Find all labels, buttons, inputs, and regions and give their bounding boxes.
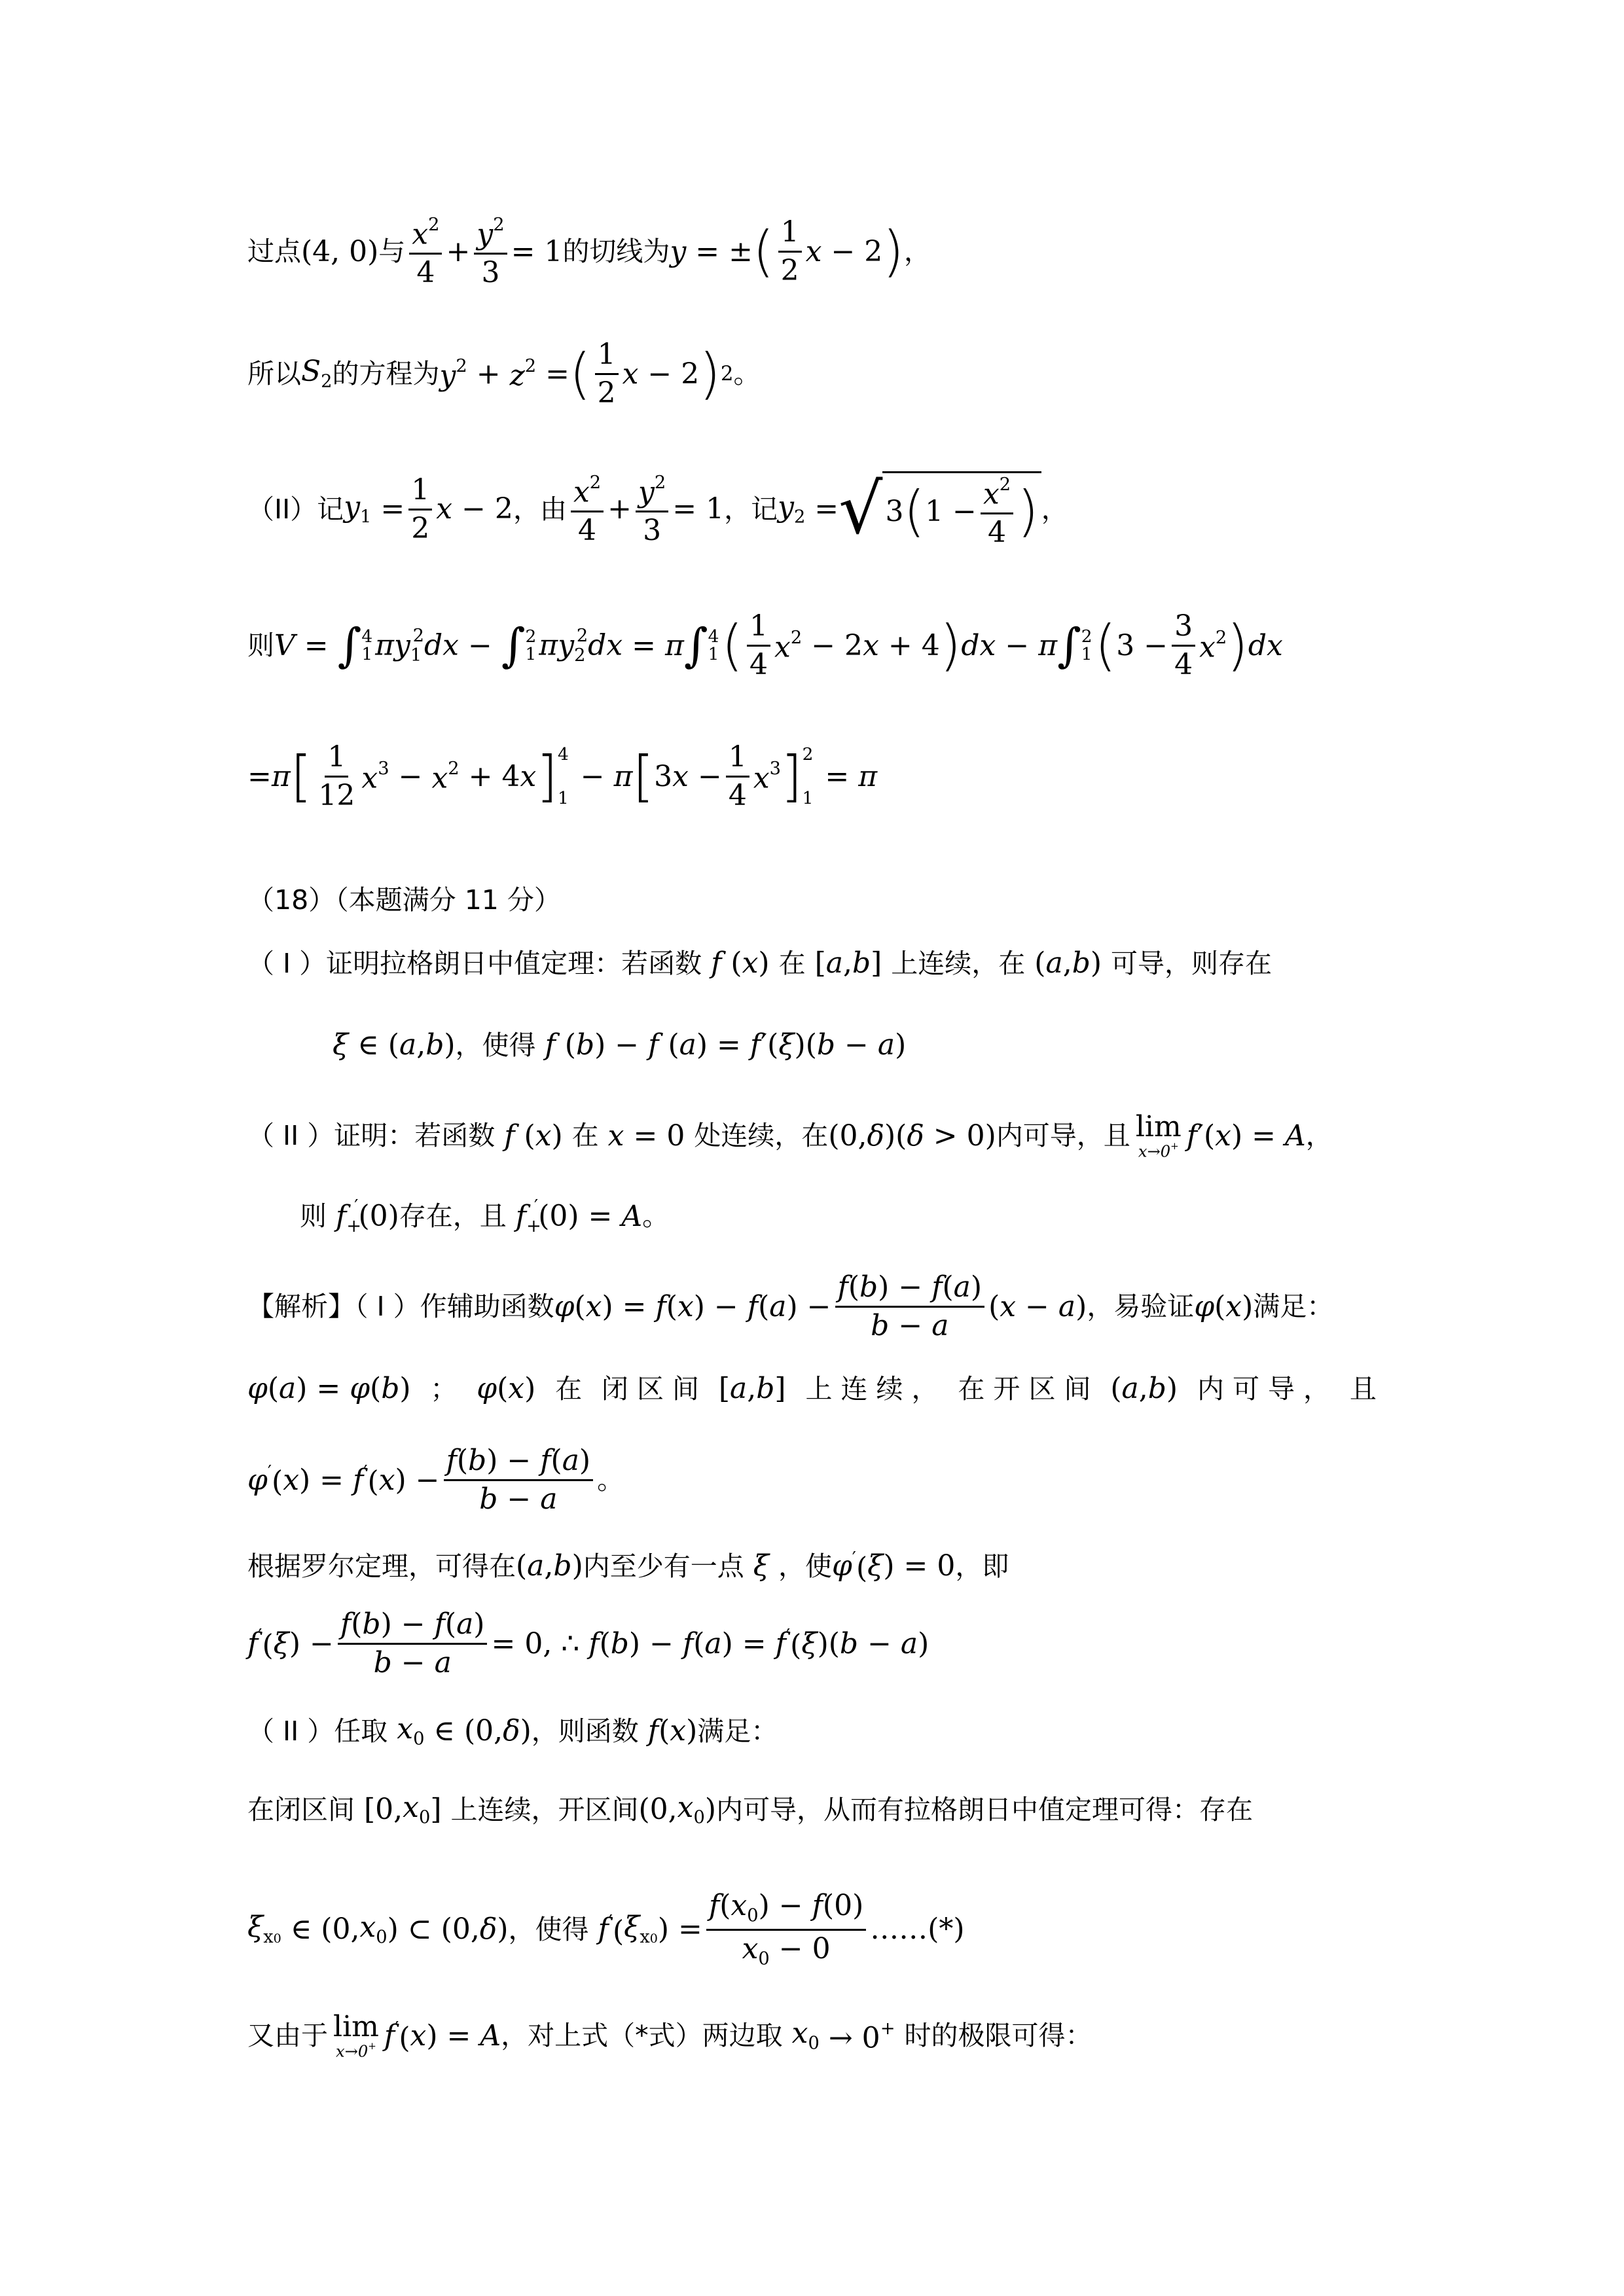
line-volume-result: = π [ $\frac{1}{12}$ $x^3$ − $x^2$ + 4 x ] 4 1 − π [ 3 x − $\frac{1}{4}$ $x^3$ ] 2 1 = π — [247, 740, 878, 812]
problem-header: （18）（本题满分 11 分） — [247, 884, 561, 916]
text: 闭 区 间 — [601, 1372, 699, 1405]
line-define-y: （II）记 $y_1$ = $\frac{1}{2}$ x − 2 ，由 $\frac{x^2}{4}$ + $\frac{y^2}{3}$ = 1 ，记 $y_2$ = √ 3 ( 1 − $\frac{x^2}{4}$ ) ， — [247, 469, 1068, 550]
text: 内 可 导 ， — [1197, 1372, 1331, 1405]
text: ，由 — [513, 493, 567, 525]
text: 在 — [778, 947, 806, 979]
line-solution-6: （ II ）任取 $x_0$ ∈ (0, δ ) ，则函数 f ( x ) 满足： — [247, 1712, 778, 1749]
text: 上连续，开区间 — [450, 1793, 639, 1825]
text: 又由于 — [247, 2020, 328, 2052]
text: 在 — [555, 1372, 583, 1405]
text: （II）记 — [247, 493, 344, 525]
text: 满足： — [697, 1715, 778, 1747]
text: ，使得 — [455, 1029, 536, 1061]
text: （ II ）证明：若函数 — [247, 1120, 496, 1152]
text: ， — [1305, 1120, 1333, 1152]
text: 存在，且 — [399, 1200, 507, 1232]
line-problem-part1: （ I ）证明拉格朗日中值定理：若函数 f ( x ) 在 [ a , b ] 上连续，在 ( a , b ) 可导，则存在 — [247, 946, 1272, 980]
text: 的方程为 — [332, 358, 440, 389]
text: ， — [903, 236, 931, 268]
line-solution-4: 根据罗尔定理，可得在 ( a , b ) 内至少有一点 ξ ，使 φ ′( ξ ) = 0 ，即 — [247, 1549, 1009, 1585]
line-solution-3: φ ′( x ) = f ′( x ) − $\frac{f(b) - f(a)}{b - a}$ 。 — [247, 1444, 624, 1516]
text: 根据罗尔定理，可得在 — [247, 1550, 516, 1582]
line-volume-integral: 则 V = ∫ 4 1 $\pi y_1^2dx$ − ∫ 2 1 $\pi y_2^2dx$ = π ∫ 4 1 ( $\frac{1}{4}$ $x^2$ − 2 x + 4 ) dx − π ∫ 2 1 ( 3 − $\frac{3}{4}$ $x^2$ ) dx — [247, 609, 1283, 681]
text: ……(*) — [870, 1912, 965, 1946]
math-fraction: $\frac{x^2}{4}$ — [571, 474, 604, 545]
text: ，使得 — [508, 1913, 589, 1945]
math-fraction: $\frac{1}{2}$ — [778, 218, 802, 285]
math-fraction: $\frac{1}{2}$ — [408, 476, 432, 543]
text: 。 — [642, 1200, 670, 1232]
line-solution-9: 又由于 lim x→0+ f ′( x ) = A ，对上式（*式）两边取 $x_0$ → 0+ 时的极限可得： — [247, 2010, 1092, 2061]
line-problem-part2-cont: 则 f $_+$′(0) 存在，且 f $_+$′(0) = A 。 — [300, 1196, 670, 1236]
text: 在 开 区 间 — [958, 1372, 1091, 1405]
text: 所以 — [247, 358, 301, 389]
text: 过点 — [247, 236, 301, 268]
line-solution-8: $\xi_{x0}$ ∈ (0, $x_0$ ) ⊂ (0, δ ) ，使得 f ′( $\xi_{x0}$ ) = $\frac{f(x_0) - f(0)}{x_0 - 0}$ ……(*) — [247, 1889, 965, 1969]
line-solution-1: 【解析】（ I ）作辅助函数 φ ( x ) = f ( x ) − f ( a ) − $\frac{f(b) - f(a)}{b - a}$ ( x − a ) ，易验证 φ ( x ) 满足： — [247, 1270, 1334, 1342]
math-fraction: $\frac{x^2}{4}$ — [409, 216, 442, 287]
text: ，易验证 — [1087, 1291, 1195, 1322]
line-solution-5: f ′( ξ ) − $\frac{f(b) - f(a)}{b - a}$ = 0, ∴ f ( b ) − f ( a ) = f ′( ξ )( b − a ) — [247, 1607, 929, 1679]
text: ，对上式（*式）两边取 — [501, 2020, 783, 2052]
math-fraction: $\frac{1}{2}$ — [595, 340, 619, 408]
text: 上 连 续 ， — [805, 1372, 939, 1405]
line-problem-part2: （ II ）证明：若函数 f ( x ) 在 x = 0 处连续，在 (0, δ )( δ > 0) 内可导，且 lim x→0+ f ′( x ) = A ， — [247, 1110, 1333, 1161]
text: 的切线为 — [562, 236, 670, 268]
line-tangent: 过点 (4, 0) 与 $\frac{x^2}{4}$ + $\frac{y^2}{3}$ = 1 的切线为 y = ± ( $\frac{1}{2}$ x − 2 ) ， — [247, 215, 931, 290]
text: 在 — [571, 1120, 599, 1152]
text: 且 — [1349, 1372, 1377, 1405]
line-solution-2: φ(a) = φ(b) ； φ(x) 在 闭 区 间 [a,b] 上 连 续 ， 在 开 区 间 (a,b) 内 可 导 ， 且 — [247, 1372, 1377, 1405]
text: 满足： — [1253, 1291, 1334, 1322]
text: 。 — [597, 1464, 624, 1496]
text: 【解析】（ I ）作辅助函数 — [247, 1291, 554, 1322]
math-fraction: $\frac{y^2}{3}$ — [636, 474, 668, 545]
text: ，则函数 — [531, 1715, 639, 1747]
text: 。 — [733, 358, 761, 389]
text: 则 — [247, 630, 274, 661]
text: 处连续，在 — [694, 1120, 829, 1152]
text: 内可导，从而有拉格朗日中值定理可得：存在 — [716, 1793, 1253, 1825]
line-solution-7: 在闭区间 [0, $x_0$ ] 上连续，开区间 (0, $x_0$ ) 内可导，从而有拉格朗日中值定理可得：存在 — [247, 1791, 1253, 1828]
text: （ I ）证明拉格朗日中值定理：若函数 — [247, 947, 702, 979]
math-sqrt: √ 3 ( 1 − $\frac{x^2}{4}$ ) — [839, 471, 1041, 547]
text: 在闭区间 — [247, 1793, 355, 1825]
math-fraction: $\frac{y^2}{3}$ — [474, 216, 507, 287]
text: 内至少有一点 — [583, 1550, 744, 1582]
text: 时的极限可得： — [904, 2020, 1092, 2052]
text: ，使 — [778, 1550, 832, 1582]
text: ， — [1041, 493, 1068, 525]
text: 内可导，且 — [996, 1120, 1130, 1152]
text: 上连续，在 — [891, 947, 1026, 979]
text: （ II ）任取 — [247, 1715, 388, 1747]
math-point: (4, 0) — [301, 234, 379, 268]
text: ，即 — [955, 1550, 1009, 1582]
line-s2-equation: 所以 $S_2$ 的方程为 $y^2$ + $z^2$ = ( $\frac{1}{2}$ x − 2 ) 2 。 — [247, 338, 761, 410]
text: 可导，则存在 — [1111, 947, 1272, 979]
line-problem-part1-cont: ξ ∈ ( a , b ) ，使得 f ( b ) − f ( a ) = f ′( ξ )( b − a ) — [333, 1028, 907, 1062]
text: ； — [430, 1372, 458, 1405]
text: ，记 — [724, 493, 778, 525]
text: 则 — [300, 1200, 327, 1232]
text: 与 — [378, 236, 406, 268]
